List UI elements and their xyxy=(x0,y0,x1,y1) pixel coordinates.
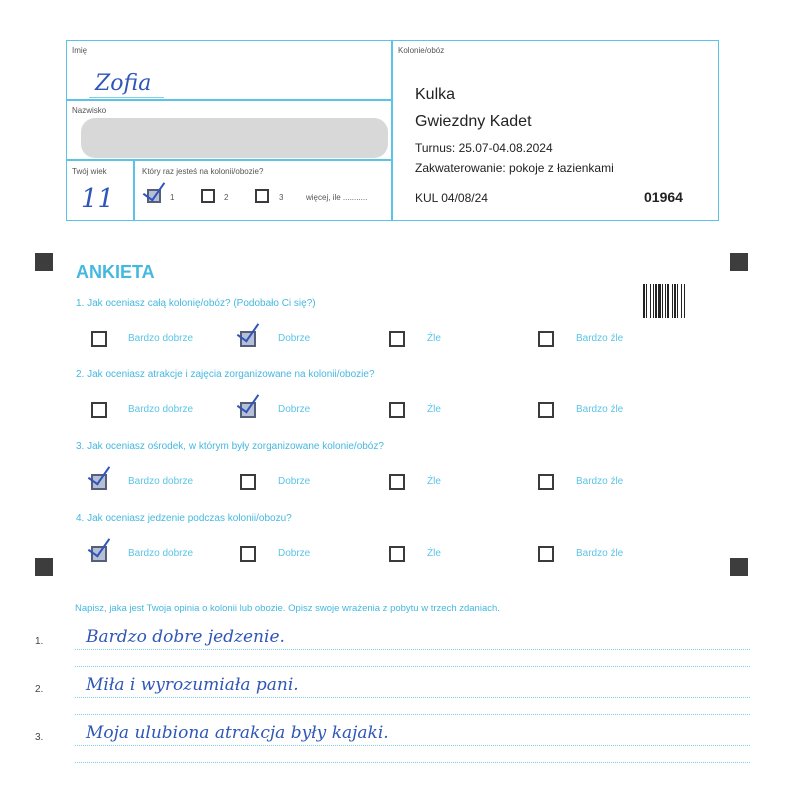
question-4-checkbox-3[interactable] xyxy=(389,546,405,562)
opinion-line-number: 3. xyxy=(35,732,44,743)
camp-box xyxy=(391,40,719,221)
times-checkbox-1[interactable] xyxy=(147,189,161,203)
question-3-checkbox-4[interactable] xyxy=(538,474,554,490)
registration-marker-icon xyxy=(730,253,748,271)
opinion-line-number: 2. xyxy=(35,684,44,695)
dotted-writing-line xyxy=(75,666,750,667)
barcode-bar xyxy=(662,284,663,318)
dotted-writing-line xyxy=(75,745,750,746)
times-label: Który raz jesteś na kolonii/obozie? xyxy=(142,167,264,176)
question-3-option-label: Bardzo źle xyxy=(576,476,624,487)
dotted-writing-line xyxy=(75,697,750,698)
barcode-bar xyxy=(650,284,651,318)
question-1-option-label: Bardzo dobrze xyxy=(128,333,194,344)
barcode-bar xyxy=(674,284,676,318)
question-2-option-label: Bardzo źle xyxy=(576,404,624,415)
barcode-bar xyxy=(665,284,666,318)
first-name-underline xyxy=(89,97,164,98)
question-2-checkbox-2[interactable] xyxy=(240,402,256,418)
barcode-bar xyxy=(681,284,682,318)
opinion-line-text: Moja ulubiona atrakcja były kajaki. xyxy=(86,723,389,743)
opinion-prompt: Napisz, jaka jest Twoja opinia o kolonii lub obozie. Opisz swoje wrażenia z pobytu w trzech zdaniach. xyxy=(75,603,500,614)
barcode-icon xyxy=(643,284,697,318)
question-4-checkbox-2[interactable] xyxy=(240,546,256,562)
camp-subtitle: Gwiezdny Kadet xyxy=(415,113,532,130)
question-2-checkbox-3[interactable] xyxy=(389,402,405,418)
dotted-writing-line xyxy=(75,714,750,715)
question-3-checkbox-1[interactable] xyxy=(91,474,107,490)
question-4-option-label: Bardzo źle xyxy=(576,548,624,559)
question-3-option-label: Dobrze xyxy=(278,476,311,487)
barcode-bar xyxy=(643,284,645,318)
camp-code: KUL 04/08/24 xyxy=(415,191,488,205)
registration-marker-icon xyxy=(730,558,748,576)
question-4-checkbox-4[interactable] xyxy=(538,546,554,562)
form-number: 01964 xyxy=(644,189,683,205)
times-box xyxy=(133,159,393,221)
redacted-surname xyxy=(81,118,388,158)
question-2-text: 2. Jak oceniasz atrakcje i zajęcia zorganizowane na kolonii/obozie? xyxy=(76,369,375,380)
times-option-3: 3 xyxy=(279,193,284,202)
question-4-checkbox-1[interactable] xyxy=(91,546,107,562)
survey-title: ANKIETA xyxy=(76,262,155,282)
age-value: 11 xyxy=(81,184,115,214)
question-1-text: 1. Jak oceniasz całą kolonię/obóz? (Podobało Ci się?) xyxy=(76,298,316,309)
opinion-line-number: 1. xyxy=(35,636,44,647)
times-option-1: 1 xyxy=(170,193,175,202)
camp-name: Kulka xyxy=(415,86,456,103)
question-4-option-label: Bardzo dobrze xyxy=(128,548,194,559)
question-1-checkbox-1[interactable] xyxy=(91,331,107,347)
first-name-label: Imię xyxy=(72,46,88,55)
times-checkbox-2[interactable] xyxy=(201,189,215,203)
first-name-value: Zofia xyxy=(95,71,152,96)
barcode-bar xyxy=(653,284,654,318)
question-1-option-label: Bardzo źle xyxy=(576,333,624,344)
question-3-option-label: Bardzo dobrze xyxy=(128,476,194,487)
question-3-text: 3. Jak oceniasz ośrodek, w którym były zorganizowane kolonie/obóz? xyxy=(76,441,384,452)
first-name-box xyxy=(66,40,393,101)
barcode-bar xyxy=(677,284,678,318)
times-checkbox-3[interactable] xyxy=(255,189,269,203)
last-name-label: Nazwisko xyxy=(72,106,107,115)
question-1-option-label: Dobrze xyxy=(278,333,311,344)
turnus-text: Turnus: 25.07-04.08.2024 xyxy=(415,141,553,155)
opinion-line-text: Miła i wyrozumiała pani. xyxy=(86,675,299,695)
times-more-label: więcej, ile ........... xyxy=(306,193,368,202)
barcode-bar xyxy=(646,284,647,318)
times-option-2: 2 xyxy=(224,193,229,202)
last-name-box xyxy=(66,99,393,161)
camp-label: Kolonie/obóz xyxy=(398,46,445,55)
question-3-checkbox-3[interactable] xyxy=(389,474,405,490)
question-2-checkbox-4[interactable] xyxy=(538,402,554,418)
barcode-bar xyxy=(672,284,673,318)
question-4-option-label: Źle xyxy=(427,548,441,559)
question-1-option-label: Źle xyxy=(427,333,441,344)
question-2-option-label: Bardzo dobrze xyxy=(128,404,194,415)
age-box xyxy=(66,159,135,221)
registration-marker-icon xyxy=(35,558,53,576)
question-4-option-label: Dobrze xyxy=(278,548,311,559)
barcode-bar xyxy=(655,284,657,318)
question-1-checkbox-4[interactable] xyxy=(538,331,554,347)
barcode-bar xyxy=(658,284,661,318)
opinion-line-text: Bardzo dobre jedzenie. xyxy=(86,627,285,647)
barcode-bar xyxy=(667,284,669,318)
accommodation-text: Zakwaterowanie: pokoje z łazienkami xyxy=(415,161,614,175)
question-2-option-label: Dobrze xyxy=(278,404,311,415)
question-1-checkbox-2[interactable] xyxy=(240,331,256,347)
barcode-bar xyxy=(684,284,685,318)
age-label: Twój wiek xyxy=(72,167,107,176)
question-1-checkbox-3[interactable] xyxy=(389,331,405,347)
question-3-option-label: Źle xyxy=(427,476,441,487)
registration-marker-icon xyxy=(35,253,53,271)
question-3-checkbox-2[interactable] xyxy=(240,474,256,490)
question-4-text: 4. Jak oceniasz jedzenie podczas kolonii/obozu? xyxy=(76,513,292,524)
question-2-checkbox-1[interactable] xyxy=(91,402,107,418)
dotted-writing-line xyxy=(75,649,750,650)
dotted-writing-line xyxy=(75,762,750,763)
question-2-option-label: Źle xyxy=(427,404,441,415)
